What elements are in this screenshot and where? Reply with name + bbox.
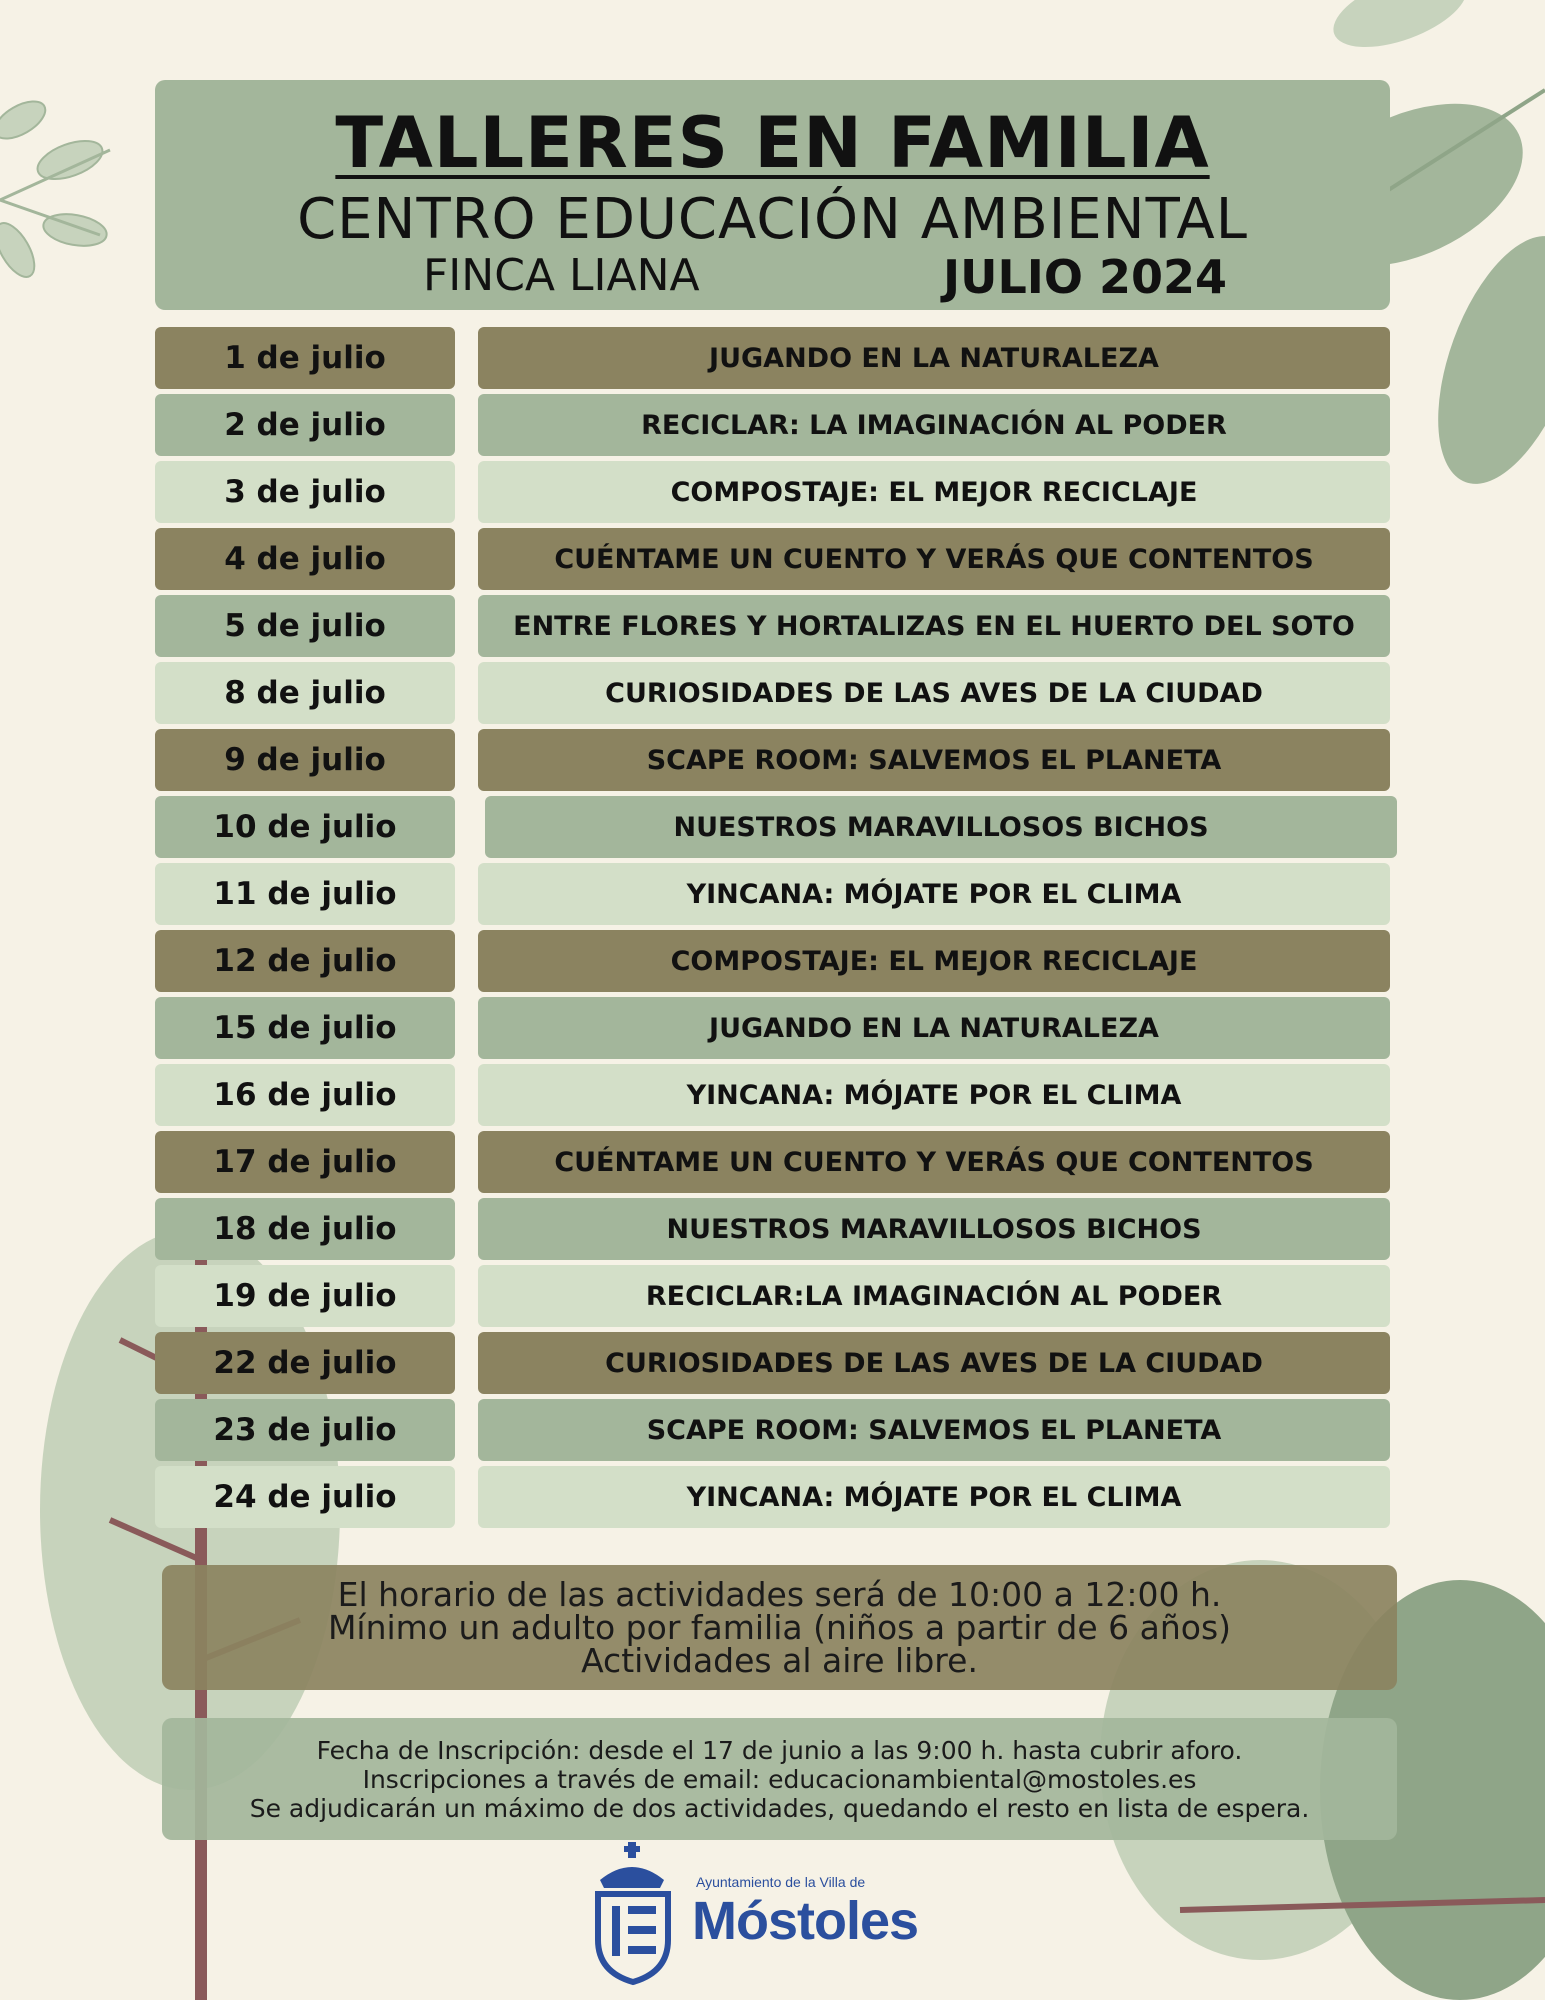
mostoles-logo (588, 1840, 919, 1990)
info-line: Actividades al aire libre. (581, 1641, 978, 1680)
activity-cell: COMPOSTAJE: EL MEJOR RECICLAJE (478, 461, 1390, 523)
activity-cell: SCAPE ROOM: SALVEMOS EL PLANETA (478, 729, 1390, 791)
activity-cell: NUESTROS MARAVILLOSOS BICHOS (478, 1198, 1390, 1260)
date-cell: 9 de julio (155, 729, 455, 791)
date-cell: 11 de julio (155, 863, 455, 925)
table-row (155, 997, 1395, 1059)
date-cell: 4 de julio (155, 528, 455, 590)
table-row (155, 1131, 1395, 1193)
schedule-info-box (162, 1565, 1397, 1690)
crest-icon (588, 1840, 683, 1990)
activity-cell: YINCANA: MÓJATE POR EL CLIMA (478, 1064, 1390, 1126)
table-row (155, 1466, 1395, 1528)
page-title: TALLERES EN FAMILIA (335, 102, 1210, 184)
table-row (155, 1198, 1395, 1260)
activity-cell: CURIOSIDADES DE LAS AVES DE LA CIUDAD (478, 1332, 1390, 1394)
table-row (155, 1399, 1395, 1461)
date-cell: 22 de julio (155, 1332, 455, 1394)
activity-cell: JUGANDO EN LA NATURALEZA (478, 997, 1390, 1059)
date-cell: 15 de julio (155, 997, 455, 1059)
info-line: Inscripciones a través de email: educacionambiental@mostoles.es (362, 1764, 1197, 1794)
activity-cell: JUGANDO EN LA NATURALEZA (478, 327, 1390, 389)
table-row (155, 1265, 1395, 1327)
date-cell: 17 de julio (155, 1131, 455, 1193)
table-row (155, 729, 1395, 791)
table-row (155, 662, 1395, 724)
table-row (155, 1332, 1395, 1394)
date-cell: 12 de julio (155, 930, 455, 992)
date-cell: 16 de julio (155, 1064, 455, 1126)
date-cell: 5 de julio (155, 595, 455, 657)
activity-cell: CUÉNTAME UN CUENTO Y VERÁS QUE CONTENTOS (478, 1131, 1390, 1193)
logo-name: Móstoles (692, 1891, 919, 1951)
table-row (155, 595, 1395, 657)
info-line: Mínimo un adulto por familia (niños a partir de 6 años) (327, 1608, 1232, 1647)
registration-info-box (162, 1718, 1397, 1840)
date-cell: 23 de julio (155, 1399, 455, 1461)
date-cell: 3 de julio (155, 461, 455, 523)
date-cell: 2 de julio (155, 394, 455, 456)
table-row (155, 394, 1395, 456)
table-row (155, 930, 1395, 992)
date-cell: 10 de julio (155, 796, 455, 858)
date-cell: 8 de julio (155, 662, 455, 724)
info-line: Se adjudicarán un máximo de dos actividades, quedando el resto en lista de espera. (249, 1793, 1310, 1823)
logo-subtitle: Ayuntamiento de la Villa de (696, 1874, 866, 1890)
activity-cell: CUÉNTAME UN CUENTO Y VERÁS QUE CONTENTOS (478, 528, 1390, 590)
activity-cell: NUESTROS MARAVILLOSOS BICHOS (485, 796, 1397, 858)
table-row (155, 528, 1395, 590)
page-subtitle: CENTRO EDUCACIÓN AMBIENTAL (297, 187, 1248, 252)
location-label: FINCA LIANA (423, 250, 700, 301)
date-cell: 18 de julio (155, 1198, 455, 1260)
activity-cell: ENTRE FLORES Y HORTALIZAS EN EL HUERTO DEL SOTO (478, 595, 1390, 657)
date-cell: 24 de julio (155, 1466, 455, 1528)
table-row (155, 796, 1395, 858)
date-cell: 1 de julio (155, 327, 455, 389)
activity-cell: YINCANA: MÓJATE POR EL CLIMA (478, 1466, 1390, 1528)
table-row (155, 863, 1395, 925)
activity-cell: COMPOSTAJE: EL MEJOR RECICLAJE (478, 930, 1390, 992)
info-line: El horario de las actividades será de 10:00 a 12:00 h. (337, 1575, 1222, 1614)
table-row (155, 1064, 1395, 1126)
activity-cell: RECICLAR:LA IMAGINACIÓN AL PODER (478, 1265, 1390, 1327)
header-banner (155, 80, 1390, 310)
info-line: Fecha de Inscripción: desde el 17 de junio a las 9:00 h. hasta cubrir aforo. (316, 1735, 1243, 1765)
table-row (155, 327, 1395, 389)
table-row (155, 461, 1395, 523)
activity-cell: CURIOSIDADES DE LAS AVES DE LA CIUDAD (478, 662, 1390, 724)
activity-cell: RECICLAR: LA IMAGINACIÓN AL PODER (478, 394, 1390, 456)
date-cell: 19 de julio (155, 1265, 455, 1327)
activity-cell: YINCANA: MÓJATE POR EL CLIMA (478, 863, 1390, 925)
activity-cell: SCAPE ROOM: SALVEMOS EL PLANETA (478, 1399, 1390, 1461)
month-label: JULIO 2024 (943, 250, 1228, 304)
